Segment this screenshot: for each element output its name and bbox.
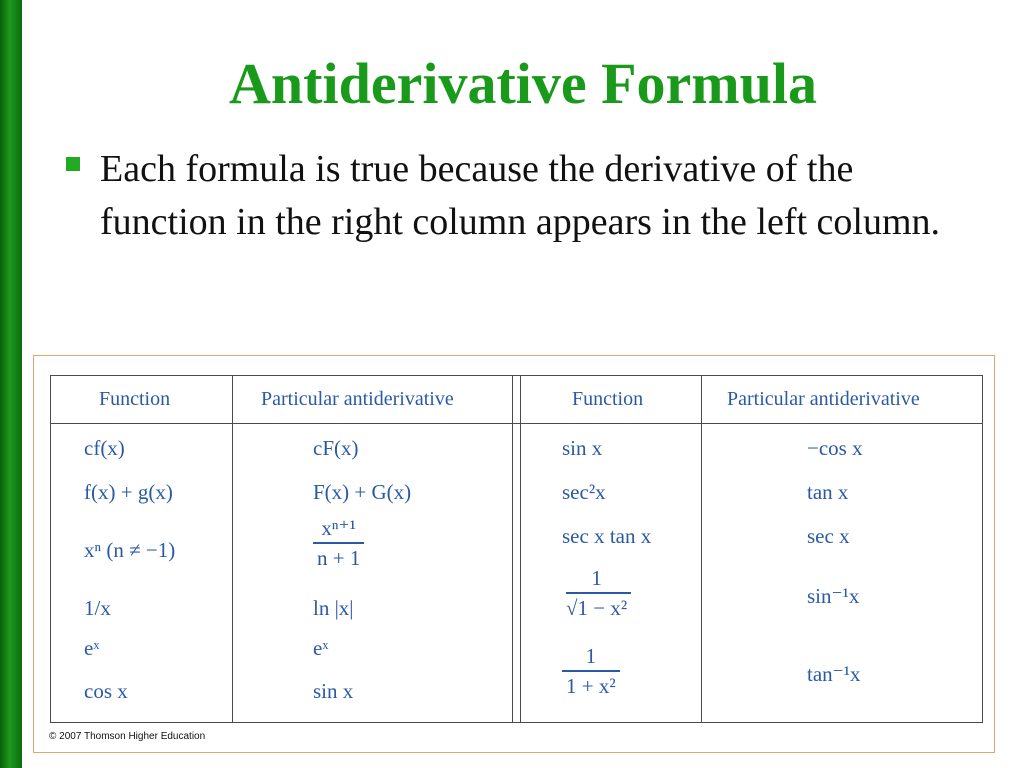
fraction-bar: [313, 542, 364, 544]
function-cell: xⁿ (n ≠ −1): [84, 538, 176, 562]
bullet-item: [66, 143, 966, 249]
function-cell: cos x: [84, 679, 128, 703]
antiderivative-cell: tan⁻¹x: [807, 662, 861, 686]
column-divider: [232, 376, 233, 722]
header-divider: [51, 423, 982, 424]
antiderivative-cell: −cos x: [807, 436, 863, 460]
antiderivative-cell: sec x: [807, 524, 850, 548]
fraction-function: [562, 566, 631, 620]
column-divider: [701, 376, 702, 722]
header-function-left: Function: [99, 388, 171, 410]
bullet-square-icon: [66, 157, 80, 171]
fraction-denominator: n + 1: [317, 546, 361, 570]
double-divider-left: [512, 376, 513, 722]
antiderivative-cell: eˣ: [313, 636, 329, 660]
fraction-bar: [562, 670, 620, 672]
function-cell: cf(x): [84, 436, 125, 460]
fraction-numerator: xⁿ⁺¹: [321, 516, 356, 540]
antiderivative-cell: sin x: [313, 679, 354, 703]
function-cell: eˣ: [84, 636, 100, 660]
fraction-denominator: 1 + x²: [566, 674, 616, 698]
bullet-text: Each formula is true because the derivative of the function in the right column appears in the left column.: [100, 148, 941, 243]
copyright-notice: © 2007 Thomson Higher Education: [49, 731, 206, 742]
antiderivative-table: [50, 375, 983, 723]
fraction-numerator: 1: [591, 566, 602, 590]
antiderivative-cell: F(x) + G(x): [313, 480, 412, 504]
header-function-right: Function: [572, 388, 644, 410]
function-cell: sec x tan x: [562, 524, 652, 548]
antiderivative-cell: ln |x|: [313, 596, 354, 620]
formula-table-figure: [33, 355, 995, 753]
fraction-function: [562, 644, 620, 698]
function-cell: sec²x: [562, 480, 606, 504]
header-antiderivative-right: Particular antiderivative: [727, 388, 920, 410]
fraction-antiderivative: [313, 516, 364, 570]
antiderivative-cell: tan x: [807, 480, 849, 504]
function-cell: sin x: [562, 436, 603, 460]
antiderivative-cell: sin⁻¹x: [807, 584, 860, 608]
function-cell: f(x) + g(x): [84, 480, 173, 504]
double-divider-right: [520, 376, 521, 722]
slide-title: Antiderivative Formula: [229, 51, 817, 116]
fraction-denominator: √1 − x²: [566, 596, 628, 620]
header-antiderivative-left: Particular antiderivative: [261, 388, 454, 410]
antiderivative-cell: cF(x): [313, 436, 359, 460]
function-cell: 1/x: [84, 596, 111, 620]
fraction-bar: [566, 592, 631, 594]
fraction-numerator: 1: [585, 644, 597, 668]
